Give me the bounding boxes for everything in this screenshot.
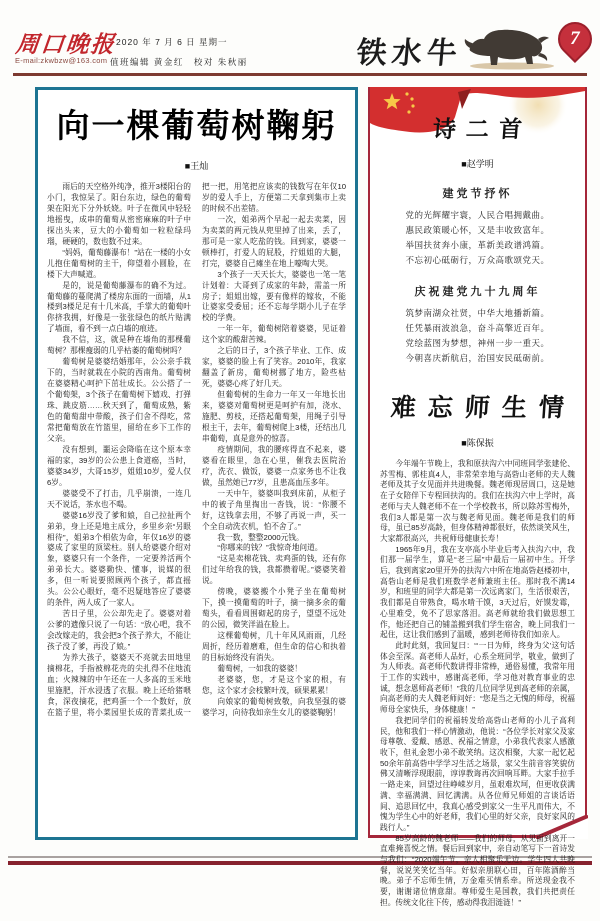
article-paragraph: “妈妈，葡萄藤瀑布！”站在一楼的小女儿抱住葡萄树的主干，仰望着小圆脸，在楼下大声喊道。 bbox=[47, 247, 191, 279]
poem-1-title: 建党节抒怀 bbox=[442, 188, 513, 200]
issue-date: 2020 年 7 月 6 日 星期一 bbox=[116, 37, 228, 47]
page-number: 7 bbox=[570, 28, 580, 49]
header-rule bbox=[13, 73, 587, 76]
article-paragraph: “这是卖棉花钱、卖鸡蛋的钱，还有你们过年给我的钱，我都攒着呢。”婆婆笑着说。 bbox=[202, 554, 346, 586]
article-paragraph: 3个孩子一天天长大，婆婆也一笔一笔计划着：大哥到了成家的年龄，需盖一所房子；姐姐出嫁，要有像样的嫁妆，不能让婆家受委屈；还不忘每学期小儿子在学校的学费。 bbox=[202, 269, 346, 323]
teacher-article-author: ■陈保振 bbox=[461, 438, 494, 448]
article-paragraph: 傍晚，婆婆搬个小凳子坐在葡萄树下，摸一摸葡萄的叶子，摘一摘多余的葡萄头，看看周围砌起的房子，望望不远处的公园，微笑洋溢在脸上。 bbox=[202, 587, 346, 630]
page-header bbox=[0, 0, 600, 80]
poems-section-title: 诗二首 bbox=[431, 116, 533, 143]
right-column bbox=[368, 87, 587, 907]
poem-line: 筑梦南湖众社贤，中华大地播新篇。 bbox=[405, 308, 550, 318]
left-article bbox=[35, 87, 358, 840]
article-paragraph: 85岁高龄的魏老师——我们的师母，从见面到离开一直难掩喜悦之情。餐后回到家中，亲自动笔写下一首诗发与我们：“2020端午节，亲人相聚乐无边。学生四人共晚餐，说说笑笑忆当年。好似亲朋联心田，百年陈酒醉当晚。弟子不忘师生情，万金难买情系牵。所送现金我不要，谢谢诸位情意甜。尊师爱生是国教，我们共把责任担。传统文化往下传，感动得我泪涟涟！” bbox=[380, 833, 575, 907]
article-paragraph: 是的，说是葡萄藤瀑布的确不为过。葡萄藤的蔓爬满了楼房东面的一面墙，从1楼到3楼足足有十几米高，手掌大的葡萄叶你挤我拥，好像是一张张绿色的纸片贴满了墙面，看不到一点白墙的痕迹。 bbox=[47, 280, 191, 334]
article-paragraph: 一年一年，葡萄树陪着婆婆，见证着这个家的酸甜苦辣。 bbox=[202, 324, 346, 345]
bull-sculpture-icon bbox=[462, 22, 558, 70]
editor-staff-line: 值班编辑 黄金红 校对 朱秋丽 bbox=[110, 57, 248, 67]
article-paragraph: 我把同学们的祝福转发给高砦山老师的小儿子高利民，他和我们一样心情激动，他说：“各位学长对家父及家母尊敬、爱戴、感恩、祝福之情意，小弟我代表家人感激收下，但礼金恕小弟不敢笑纳。这次相聚，大家一起忆起50余年前高砦中学学习生活之场景，家父生前音容笑貌仿佛又清晰浮现眼前，谆谆教诲再次回响耳畔。大家手拉手一路走来，回望过往峥嵘岁月，虽艰难坎坷，但更收获满满、幸福满满、回忆满满。从各位师兄师姐的言谈话语间、追思回忆中，我真心感受到家父一生平凡而伟大，不愧为学生心中的好老师，我们心里的好父亲，良好家风的践行人。” bbox=[380, 715, 575, 832]
poem-1-lines bbox=[370, 208, 585, 268]
masthead-email: E-mail:zkwbzw@163.com bbox=[15, 56, 108, 65]
article-paragraph: 一天中午，婆婆叫我到床前，从柜子中的被子角里掏出一沓钱，说：“你腰不好，这钱拿去用，不够了再说一声，买一个全自动洗衣机，怕不舍了。” bbox=[202, 488, 346, 531]
poem-2-title: 庆祝建党九十九周年 bbox=[414, 286, 541, 298]
poems-author: ■赵学明 bbox=[461, 159, 494, 169]
poem-line: 不忘初心砥砺行，万众高歌颂党天。 bbox=[405, 255, 550, 265]
article-paragraph: 葡萄树是婆婆结婚那年，公公亲手栽下的，当时就栽在小院的西南角。葡萄树在婆婆精心呵护下茁壮成长。公公搭了一个葡萄架，3个孩子在葡萄树下嬉戏、打弹珠、跳皮筋……秋天到了，葡萄成熟，紫色的葡萄甜中带酸，孩子们舍不得吃，常常把葡萄放在竹篮里，留给在乡下工作的父亲。 bbox=[47, 357, 191, 443]
poems-section bbox=[370, 111, 585, 366]
poem-line: 党绘蓝图为梦想，神州一步一重天。 bbox=[405, 338, 550, 348]
teacher-article bbox=[370, 388, 585, 921]
article-paragraph: “你哪来的钱？”我惊奇地问道。 bbox=[217, 543, 323, 553]
page-number-pin bbox=[551, 15, 599, 63]
section-title: 铁水牛 bbox=[355, 36, 464, 71]
teacher-article-body bbox=[380, 459, 575, 921]
article-paragraph: 老婆婆，您，才是这个家的根，有您，这个家才会枝繁叶茂，硕果累累！ bbox=[202, 674, 346, 695]
article-paragraph: 1965年9月，我在支亭高小毕业后考入扶沟六中，我们那一届学生，算是“老三届”中最后一届初中生。开学后，我到离家20里开外的扶沟六中所在地高砦赵楼初中，高砦山老师是我们班数学老师兼班主任。那时我不满14岁，和班里的同学大都是第一次远离家门，生活很艰苦，我们都是自带熟食，喝水啃干馍，3天过后，好馍发霉，心里难受，免不了思家落泪。高老师就给我们做思想工作，他还把自己的铺盖搬到我们学生宿舍，晚上同我们一起住，这让我们感到了温暖，感到老师待我们如亲人。 bbox=[380, 544, 575, 640]
poem-line: 任凭暴雨波浪急，奋斗高擎近百年。 bbox=[405, 323, 550, 333]
article-paragraph: 没有想到，噩运会降临在这个原本幸福的家，39岁的公公患上食道癌，当时，婆婆34岁，大哥15岁，姐姐10岁，爱人仅6岁。 bbox=[47, 444, 191, 487]
article-paragraph: 疫情期间，我的腰疼得直不起来，婆婆看在眼里，急在心里，催我去医院治疗，洗衣、做饭，婆婆一点家务也不让我做，虽然她已77岁，且患高血压多年。 bbox=[202, 444, 346, 487]
teacher-article-title: 难忘师生情 bbox=[389, 393, 577, 422]
article-paragraph: 今年端午节晚上，我和原扶沟六中同班同学张建伦、苏雪梅、郭桂真4人，非常荣幸地与高砦山老师的夫人魏老师及其子女见面并共进晚餐。魏老师现居周口，这是她在子女陪伴下专程回扶沟的。我们在扶沟六中上学时，高老师与夫人魏老师不在一个学校教书，所以除苏雪梅外，我们3人都是第一次与魏老师见面。魏老师是我们的师母，虽已85岁高龄，但身体精神都很好，依然谈笑风生，大家都很高兴，共祝师母健康长寿！ bbox=[380, 459, 575, 543]
article-paragraph: 这棵葡萄树，几十年风风雨雨，几经周折，经历着磨难，但生命的信心和执着的目标始终没有消失。 bbox=[202, 631, 346, 662]
poem-1 bbox=[370, 185, 585, 268]
masthead-logo: 周口晚报 bbox=[14, 31, 118, 58]
article-paragraph: 一次，姐弟两个早起一起去卖菜，因为卖菜的两元钱从兜里掉了出来，丢了，那可是一家人吃盐的钱。回到家，婆婆一顿棒打，打爱人的屁股，拧姐姐的大腿，打完，婆婆自己瘫坐在地上嚎啕大哭。 bbox=[202, 214, 346, 268]
article-paragraph: 之后的日子，3个孩子毕业、工作、成家，婆婆的脸上有了笑容。2010年，我家翻盖了新房，葡萄树挪了地方，险些枯死，婆婆心疼了好几天。 bbox=[202, 346, 346, 389]
article-paragraph: 为养大孩子，婆婆天不亮就去田地里摘棉花，手指被棉花壳的尖扎得不住地流血；火辣辣的中午还在一人多高的玉米地里施肥，汗水浸透了衣服。晚上还给猪喂食，深夜摘花，把鸡蛋一个一个数好，放在篮子里，将小菜园里长成的青菜扎成一把一把，用笔把应该卖的钱数写在年仅10岁的爱人手上，方便第二天拿到集市上卖的时候不出差错。 bbox=[47, 182, 346, 717]
article-paragraph: 苦日子里，公公却先走了。婆婆对着公爹的遗像只说了一句话：“放心吧，我不会改嫁走的，我会把3个孩子养大，不能让孩子没了爹，再没了娘。” bbox=[47, 609, 191, 652]
article-paragraph: 向娘家的葡萄树致敬，向我坚强的婆婆学习，向待我如亲生女儿的婆婆鞠躬！ bbox=[202, 696, 346, 717]
article-paragraph: 但葡萄树的生命力一年又一年地长出来，婆婆对葡萄树更是呵护有加，浇水、施肥、剪枝，还搭起葡萄架，用绳子引导根主干，去年，葡萄树爬上3楼，还结出几串葡萄，真是意外的惊喜。 bbox=[202, 390, 346, 443]
article-paragraph: 此时此刻，我回复曰：“‘一日为师，终身为父’这句话体会至深。高老师人品好，心系全班同学，敬业，做到了为人师表。高老师代数讲得非常棒，通俗易懂，我常年用于工作的实践中，感谢高老师，学习他对教育事业的忠诚，想念恩师高老师！”我的几位同学见到高老师的亲属，向高老师的夫人魏老师问好：“您是当之无愧的师母，祝福师母全家快乐，身体健康！” bbox=[380, 640, 575, 715]
article-paragraph: 雨后的天空格外纯净，推开3楼阳台的小门，我惊呆了。阳台东边，绿色的葡萄架在阳光下分外妖娆。叶子在微风中轻轻地摇曳，成串的葡萄从密密麻麻的叶子中探出头来，豆大的小葡萄如一粒粒绿玛瑙，硬硬的，数也数不过来。 bbox=[47, 182, 191, 246]
poem-line: 党的光辉耀宇寰，人民合唱拥戴曲。 bbox=[405, 210, 550, 220]
article-paragraph: 婆婆16岁没了爹和娘，自己拉扯两个弟弟，身上还是地主成分，乡里乡亲“另眼相待”，姐弟3个相依为命，年仅16岁的婆婆成了家里的顶梁柱。别人给婆婆介绍对象，婆婆只有一个条件，一定要养活两个弟弟长大。婆婆勤快、懂事，说媒的很多，但一听说要照顾两个孩子，都直摇头。公公心眼好，毫不迟疑地答应了婆婆的条件，两人成了一家人。 bbox=[47, 510, 191, 608]
poem-line: 今朝喜庆新航启，治国安民砥砺前。 bbox=[405, 353, 550, 363]
poem-2 bbox=[370, 283, 585, 366]
poem-line: 惠民政策暖心怀，又是丰收致富年。 bbox=[405, 225, 550, 235]
left-article-body bbox=[47, 182, 346, 822]
article-paragraph: 葡萄树，一如我的婆婆！ bbox=[217, 663, 302, 673]
poem-line: 举国扶贫奔小康，革新美政谱鸿篇。 bbox=[405, 240, 550, 250]
left-article-title: 向一棵葡萄树鞠躬 bbox=[56, 109, 337, 145]
article-paragraph: 婆婆受不了打击，几乎崩溃，一连几天不说话，茶水也不喝。 bbox=[47, 488, 191, 509]
article-paragraph: 我一数，整整2000元钱。 bbox=[217, 532, 304, 542]
left-article-author: ■王灿 bbox=[184, 161, 209, 171]
poem-2-lines bbox=[370, 306, 585, 366]
article-paragraph: 我不信，这，就是种在墙角的那棵葡萄树？那棵瘦弱的几乎枯萎的葡萄树吗？ bbox=[47, 335, 191, 356]
